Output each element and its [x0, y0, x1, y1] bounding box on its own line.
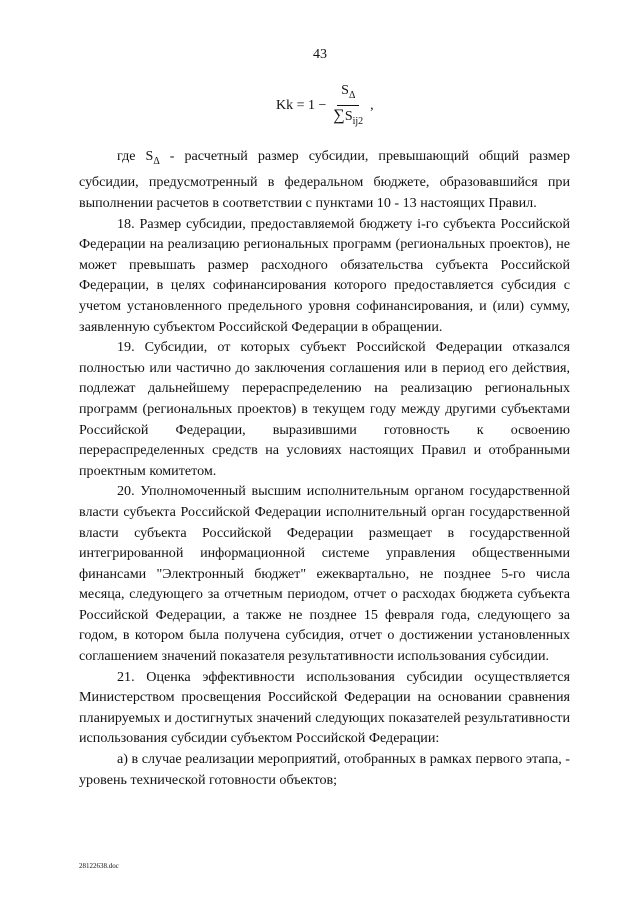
- formula-numerator: $S_\Delta$: [337, 82, 359, 106]
- footer-filename: 28122638.doc: [79, 862, 119, 870]
- formula-trailing: ,: [370, 97, 374, 113]
- formula-fraction: [329, 82, 367, 130]
- formula-lhs: Kk = 1 −: [276, 97, 327, 113]
- formula: [276, 82, 374, 130]
- body-text: [79, 146, 570, 790]
- formula-denominator: $\sum S_{ij2}$: [333, 106, 364, 127]
- paragraph-21: 21. Оценка эффективности использования субсидии осуществляется Министерством просвещения Российской Федерации на основании сравнения планируемых и достигнутых значений следующих показателей результативности использования субсидии субъектом Российской Федерации:: [79, 668, 570, 747]
- paragraph-21-a: а) в случае реализации мероприятий, отобранных в рамках первого этапа, - уровень технической готовности объектов;: [79, 751, 570, 788]
- paragraph-18: 18. Размер субсидии, предоставляемой бюджету i-го субъекта Российской Федерации на реализацию региональных программ (региональных проектов), не может превышать размер расходного обязательства субъекта Российской Федерации, в целях софинансирования которого предоставляется субсидия с учетом установленного предельного уровня софинансирования, и (или) сумму, заявленную субъектом Российской Федерации в обращении.: [79, 215, 570, 335]
- paragraph-19: 19. Субсидии, от которых субъект Российской Федерации отказался полностью или частично до заключения соглашения или в период его действия, подлежат дальнейшему перераспределению на реализацию региональных программ (региональных проектов) в текущем году между другими субъектами Российской Федерации, выразившими готовность к освоению перераспределенных средств на условиях настоящих Правил и отобранными проектным комитетом.: [79, 339, 570, 479]
- page-number: 43: [313, 47, 327, 62]
- formula-explanation: где $S_\Delta$ - расчетный размер субсидии, превышающий общий размер субсидии, предусмотренный в федеральном бюджете, образовавшийся при выполнении расчетов в соответствии с пунктами 10 - 13 настоящих Правил.: [79, 148, 570, 211]
- paragraph-20: 20. Уполномоченный высшим исполнительным органом государственной власти субъекта Российской Федерации исполнительный орган государственной власти субъекта Российской Федерации размещает в государственной интегрированной информационной системе управления общественными финансами "Электронный бюджет" ежеквартально, не позднее 5-го числа месяца, следующего за отчетным периодом, отчет о расходах бюджета субъекта Российской Федерации, а также не позднее 15 февраля года, следующего за годом, в котором была получена субсидия, отчет о достижении установленных соглашением значений показателя результативности использования субсидии.: [79, 483, 570, 665]
